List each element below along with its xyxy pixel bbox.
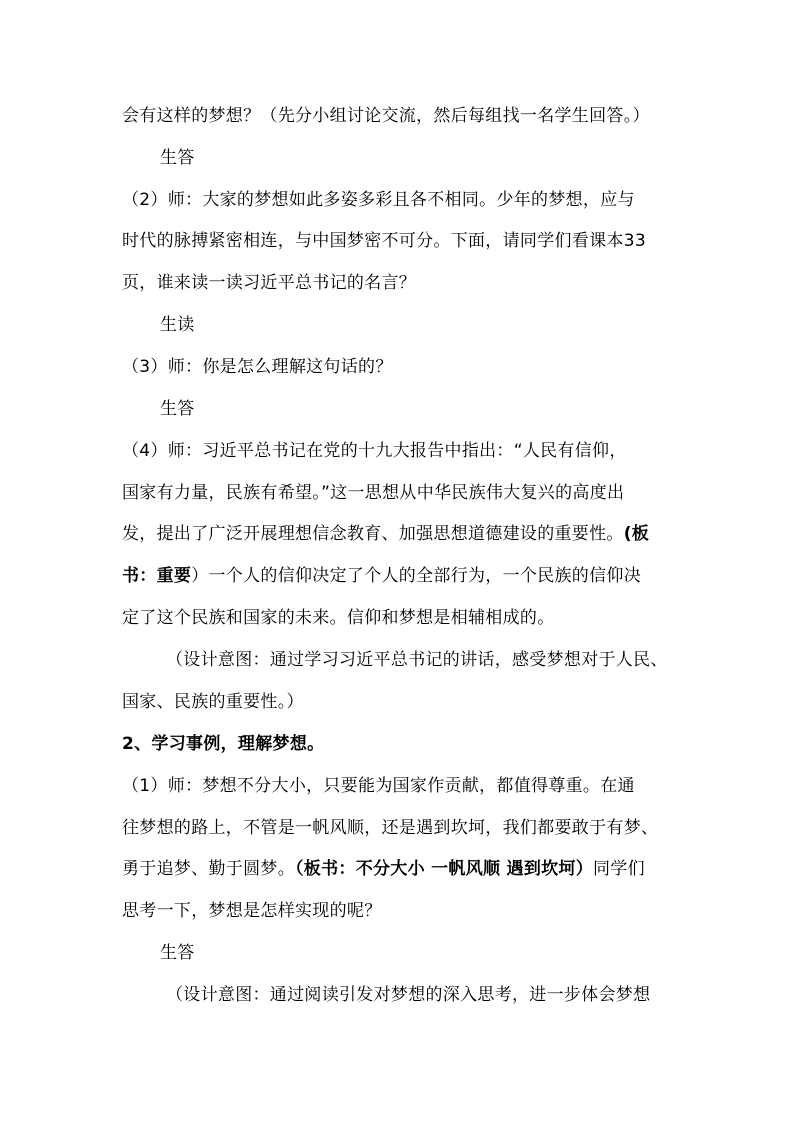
- line-text: ）一个人的信仰决定了个人的全部行为，一个民族的信仰决: [191, 566, 642, 586]
- student-answer-line: 生答: [160, 148, 195, 168]
- student-answer-line: 生答: [160, 399, 195, 419]
- paragraph-line: 往梦想的路上，不管是一帆风顺，还是遇到坎坷，我们都要敢于有梦、: [122, 818, 659, 838]
- design-intent-line: （设计意图：通过学习习近平总书记的讲话，感受梦想对于人民、: [166, 650, 668, 670]
- paragraph-line: 国家、民族的重要性。）: [122, 692, 304, 712]
- board-note-bold: 书：重要: [122, 566, 192, 586]
- paragraph-line: （3）师：你是怎么理解这句话的？: [122, 357, 393, 377]
- student-answer-line: 生答: [160, 943, 195, 963]
- paragraph-line: 页，谁来读一读习近平总书记的名言？: [122, 273, 417, 293]
- paragraph-line: [122, 564, 641, 588]
- board-note-bold: (板: [623, 524, 650, 544]
- section-heading: 2、学习事例，理解梦想。: [122, 734, 325, 754]
- line-text: 同学们: [593, 859, 645, 879]
- paragraph-line: 时代的脉搏紧密相连，与中国梦密不可分。下面，请同学们看课本33: [122, 231, 646, 251]
- paragraph-line: 定了这个民族和国家的未来。信仰和梦想是相辅相成的。: [122, 608, 555, 628]
- line-text: 勇于追梦、勤于圆梦。: [122, 859, 295, 879]
- board-note-bold: （板书：不分大小 一帆风顺 遇到坎坷）: [295, 859, 594, 879]
- paragraph-line: [122, 522, 649, 546]
- paragraph-line: 会有这样的梦想？（先分小组讨论交流，然后每组找一名学生回答。）: [122, 106, 650, 126]
- paragraph-line: [122, 857, 645, 881]
- paragraph-line: （4）师：习近平总书记在党的十九大报告中指出：“人民有信仰，: [122, 441, 627, 461]
- paragraph-line: 国家有力量，民族有希望。”这一思想从中华民族伟大复兴的高度出: [122, 483, 625, 503]
- design-intent-line: （设计意图：通过阅读引发对梦想的深入思考，进一步体会梦想: [166, 985, 651, 1005]
- paragraph-line: 思考一下，梦想是怎样实现的呢？: [122, 901, 382, 921]
- paragraph-line: （2）师：大家的梦想如此多姿多彩且各不相同。少年的梦想，应与: [122, 190, 635, 210]
- line-text: 发，提出了广泛开展理想信念教育、加强思想道德建设的重要性。: [122, 524, 624, 544]
- student-read-line: 生读: [160, 315, 195, 335]
- paragraph-line: （1）师：梦想不分大小，只要能为国家作贡献，都值得尊重。在通: [122, 776, 635, 796]
